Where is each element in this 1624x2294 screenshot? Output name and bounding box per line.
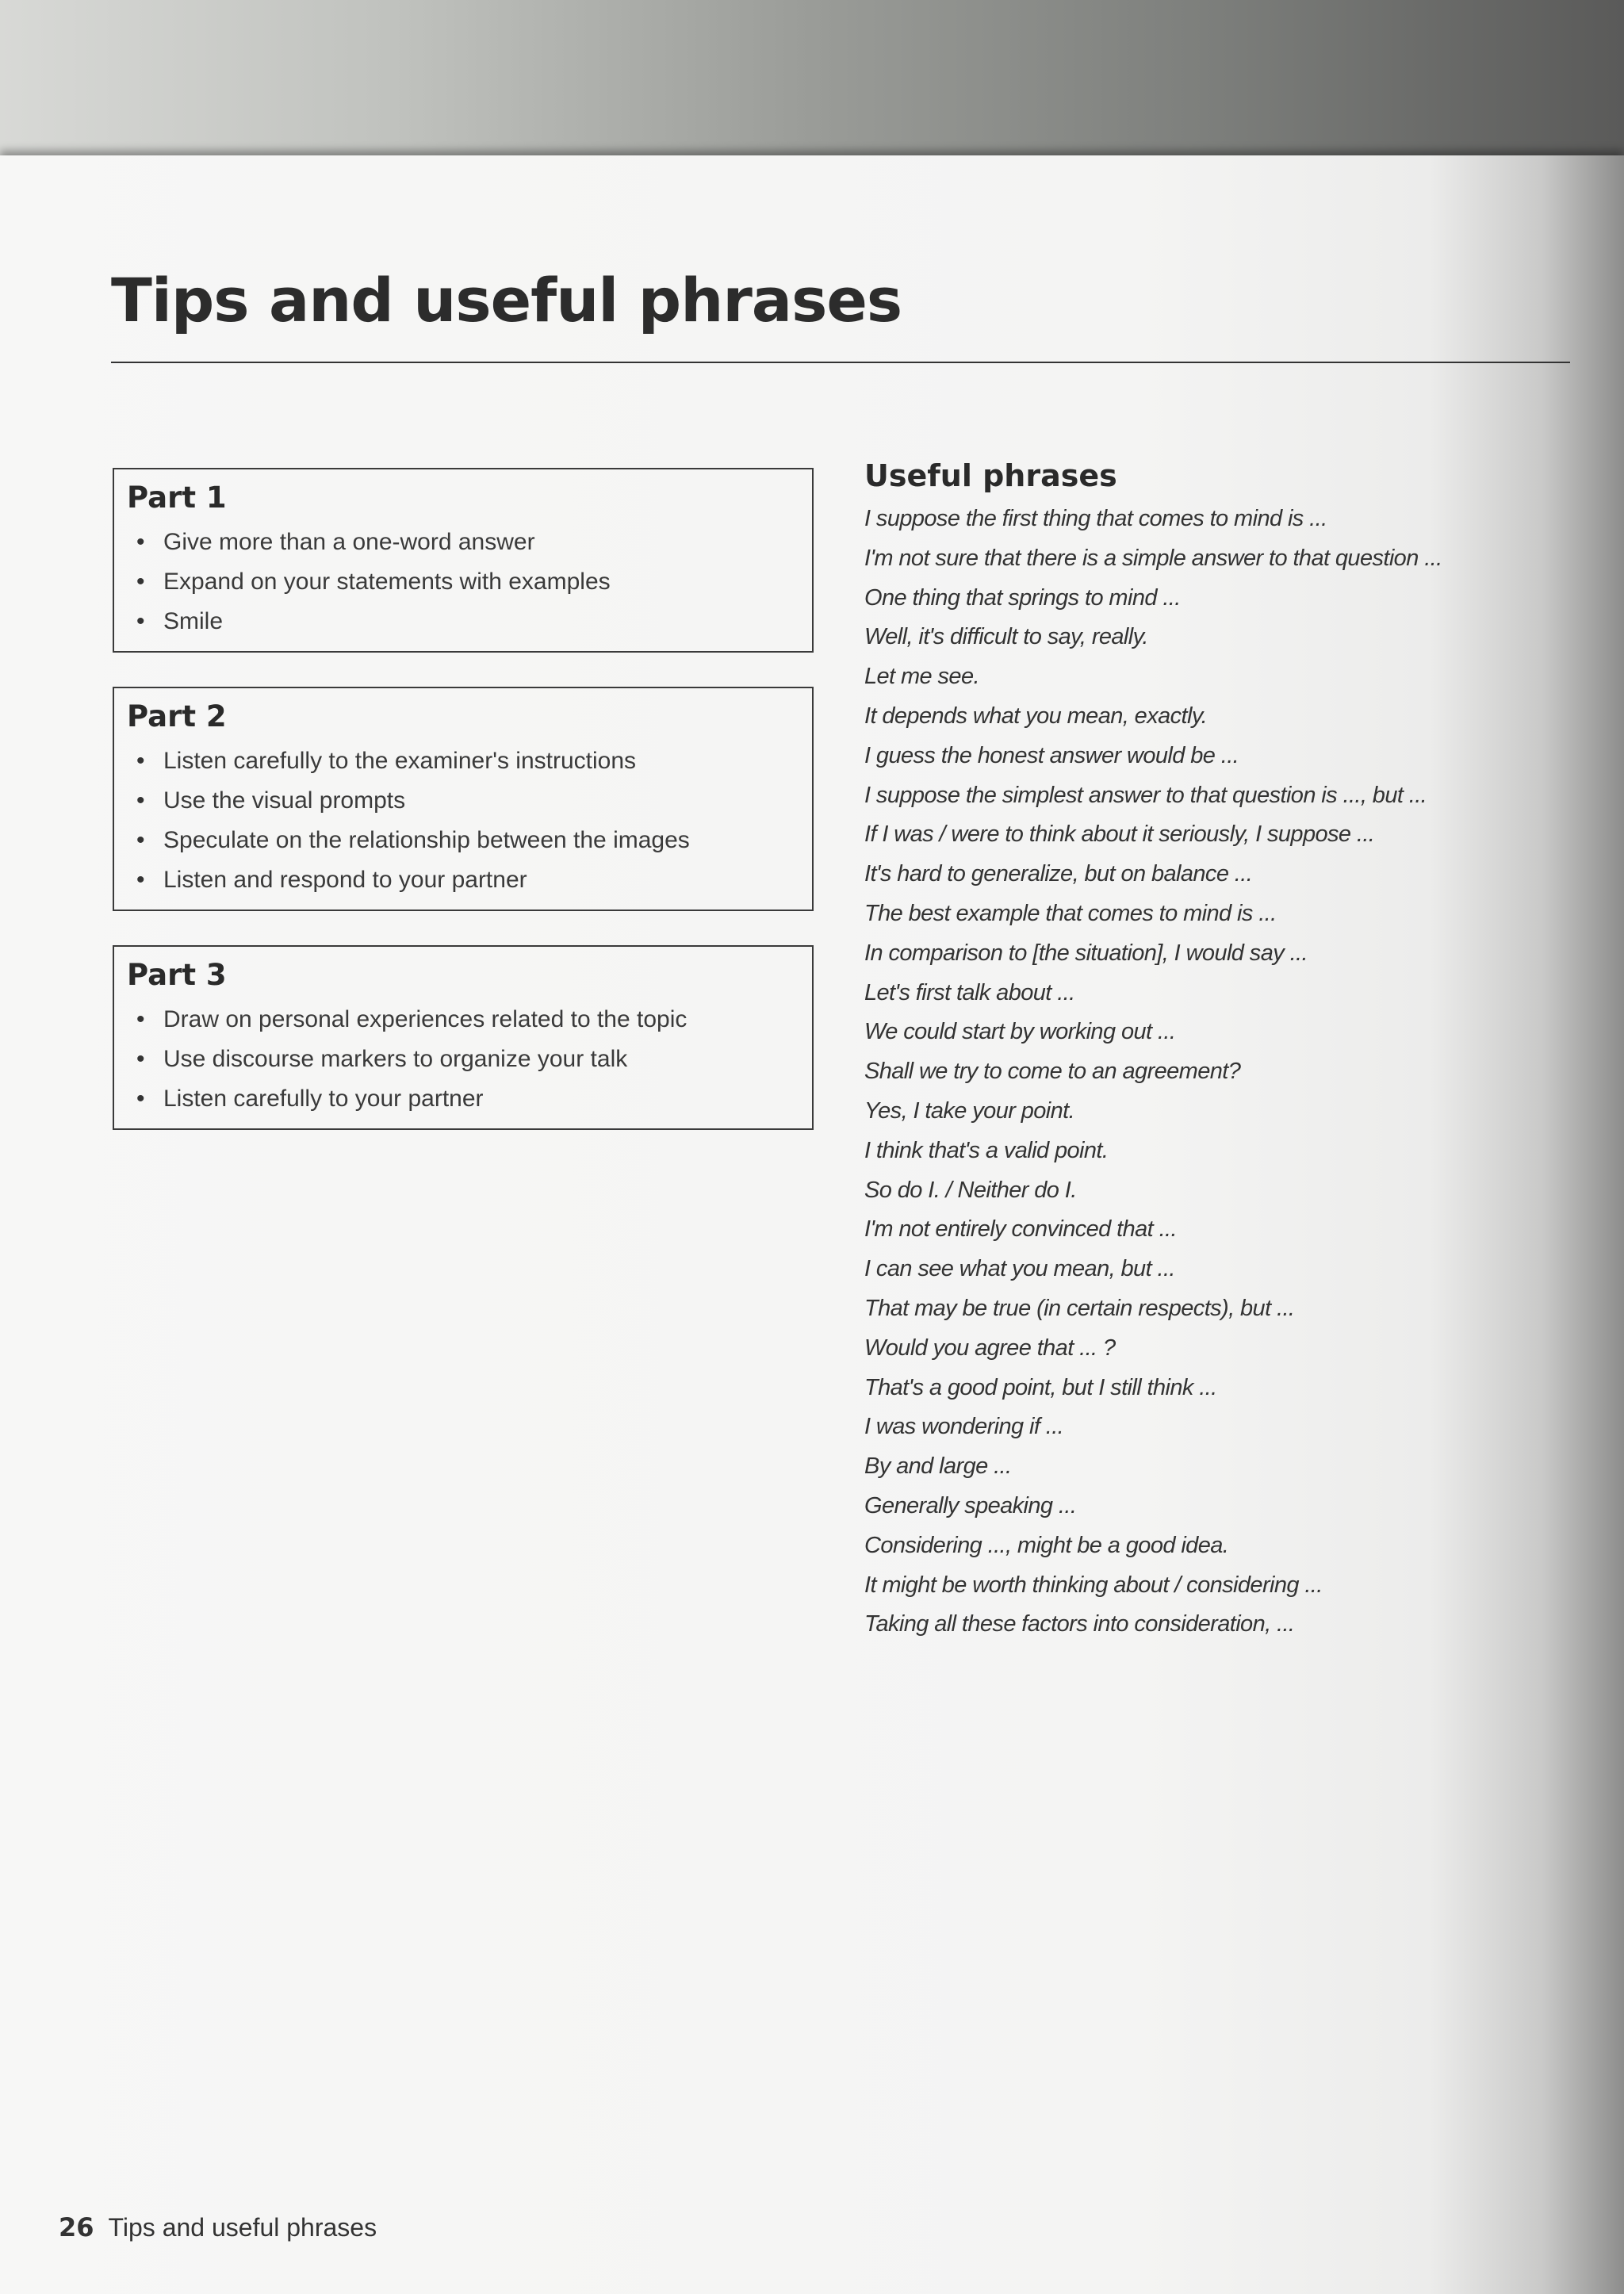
book-spine-shadow xyxy=(0,0,1624,159)
phrase-item: One thing that springs to mind ... xyxy=(864,584,1181,611)
phrase-item: Taking all these factors into consideration, ... xyxy=(864,1611,1295,1637)
bullet-icon: • xyxy=(136,748,145,774)
bullet-icon: • xyxy=(136,787,145,814)
bullet-icon: • xyxy=(136,529,145,555)
phrase-item: Generally speaking ... xyxy=(864,1492,1077,1518)
tip-text: Draw on personal experiences related to the topic xyxy=(163,1006,688,1032)
list-item xyxy=(127,562,799,602)
tip-text: Give more than a one-word answer xyxy=(163,529,535,555)
list-item xyxy=(127,781,799,821)
box-heading: Part 3 xyxy=(127,958,227,992)
phrase-item: Let's first talk about ... xyxy=(864,979,1075,1005)
tips-list xyxy=(127,523,799,641)
phrase-item: I think that's a valid point. xyxy=(864,1137,1109,1163)
phrase-item: I was wondering if ... xyxy=(864,1414,1064,1440)
phrase-item: That's a good point, but I still think ... xyxy=(864,1374,1217,1400)
list-item xyxy=(127,602,799,641)
bullet-icon: • xyxy=(136,1086,145,1112)
phrase-item: Let me see. xyxy=(864,664,979,690)
bullet-icon: • xyxy=(136,608,145,634)
phrase-item: Well, it's difficult to say, really. xyxy=(864,624,1148,650)
phrase-item: I'm not sure that there is a simple answer to that question ... xyxy=(864,545,1442,571)
phrase-item: Would you agree that ... ? xyxy=(864,1335,1116,1361)
tip-text: Use discourse markers to organize your talk xyxy=(163,1046,628,1072)
phrase-item: In comparison to [the situation], I would say ... xyxy=(864,940,1308,966)
tip-text: Smile xyxy=(163,608,224,634)
phrase-item: I suppose the first thing that comes to mind is ... xyxy=(864,506,1327,531)
phrase-item: Considering ..., might be a good idea. xyxy=(864,1532,1229,1558)
list-item xyxy=(127,821,799,860)
phrase-list xyxy=(864,500,1578,1645)
phrase-item: It's hard to generalize, but on balance ... xyxy=(864,861,1253,887)
phrase-item: If I was / were to think about it seriously, I suppose ... xyxy=(864,821,1375,848)
useful-phrases-section xyxy=(864,458,1578,1645)
phrase-item: I suppose the simplest answer to that question is ..., but ... xyxy=(864,782,1427,808)
bullet-icon: • xyxy=(136,569,145,595)
tip-text: Listen carefully to the examiner's instructions xyxy=(163,748,637,774)
list-item xyxy=(127,523,799,562)
phrase-item: We could start by working out ... xyxy=(864,1019,1176,1045)
page-footer xyxy=(59,2212,377,2242)
page-number: 26 xyxy=(59,2212,94,2242)
list-item xyxy=(127,741,799,781)
footer-section-title: Tips and useful phrases xyxy=(108,2213,377,2242)
tip-text: Listen and respond to your partner xyxy=(163,867,527,893)
phrase-item: The best example that comes to mind is ... xyxy=(864,900,1277,926)
tips-box-part-3 xyxy=(113,945,814,1130)
tip-text: Use the visual prompts xyxy=(163,787,406,814)
bullet-icon: • xyxy=(136,867,145,893)
phrase-item: It might be worth thinking about / considering ... xyxy=(864,1572,1323,1598)
box-heading: Part 1 xyxy=(127,481,227,515)
phrase-item: That may be true (in certain respects), but ... xyxy=(864,1295,1295,1321)
tips-list xyxy=(127,741,799,900)
tips-list xyxy=(127,1000,799,1119)
phrase-item: Shall we try to come to an agreement? xyxy=(864,1059,1241,1085)
phrase-item: I can see what you mean, but ... xyxy=(864,1256,1175,1282)
list-item xyxy=(127,1079,799,1119)
phrase-item: I'm not entirely convinced that ... xyxy=(864,1216,1177,1243)
tip-text: Expand on your statements with examples xyxy=(163,569,611,595)
phrase-item: It depends what you mean, exactly. xyxy=(864,703,1208,729)
phrase-item: Yes, I take your point. xyxy=(864,1097,1075,1124)
useful-phrases-heading: Useful phrases xyxy=(864,458,1117,493)
phrase-item: So do I. / Neither do I. xyxy=(864,1177,1077,1203)
list-item xyxy=(127,1000,799,1040)
bullet-icon: • xyxy=(136,827,145,853)
bullet-icon: • xyxy=(136,1006,145,1032)
page-title: Tips and useful phrases xyxy=(111,265,902,335)
tips-box-part-2 xyxy=(113,687,814,911)
tips-box-part-1 xyxy=(113,468,814,653)
phrase-item: I guess the honest answer would be ... xyxy=(864,742,1239,768)
box-heading: Part 2 xyxy=(127,699,227,733)
bullet-icon: • xyxy=(136,1046,145,1072)
book-page xyxy=(0,155,1624,2294)
tip-text: Speculate on the relationship between the images xyxy=(163,827,690,853)
tip-text: Listen carefully to your partner xyxy=(163,1086,484,1112)
title-divider xyxy=(111,362,1570,363)
list-item xyxy=(127,860,799,900)
phrase-item: By and large ... xyxy=(864,1453,1012,1480)
list-item xyxy=(127,1040,799,1079)
